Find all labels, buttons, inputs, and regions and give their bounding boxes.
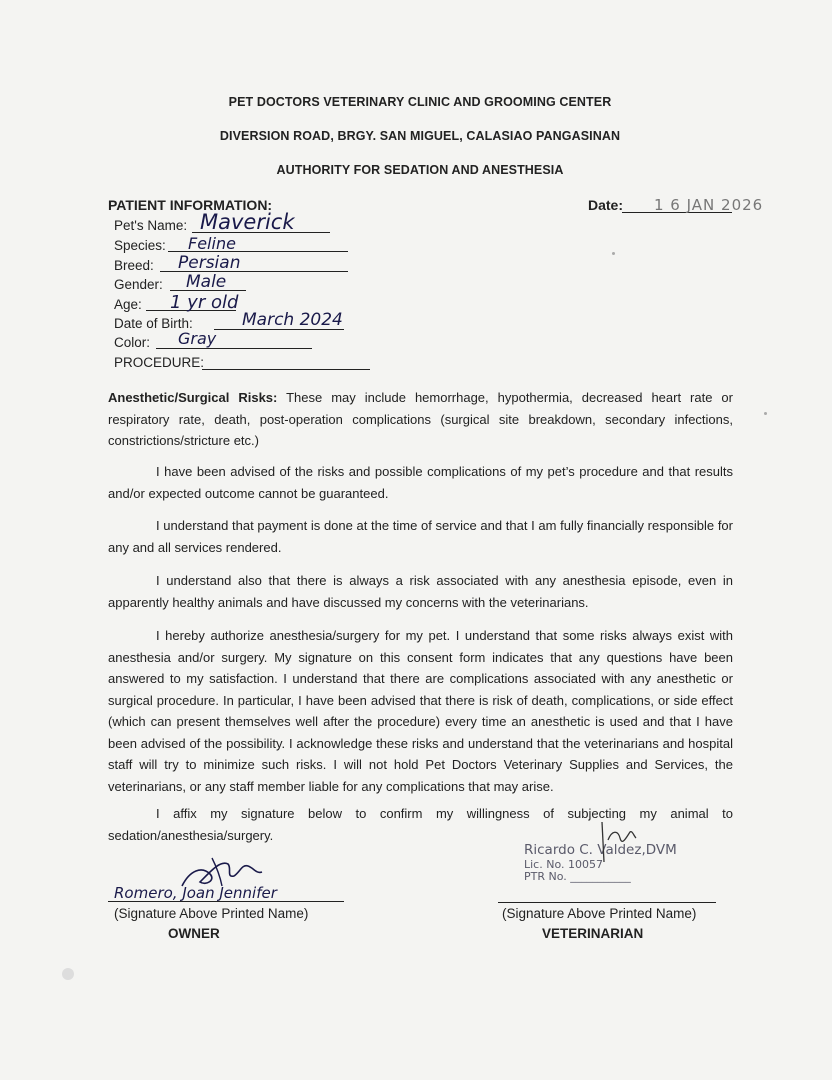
scan-speck: [612, 252, 615, 255]
pet-name-label: Pet's Name:: [114, 218, 188, 233]
species-value: Feline: [188, 234, 236, 253]
procedure-label: PROCEDURE:: [114, 355, 205, 370]
vet-stamp-ptr: PTR No. ___________: [524, 870, 631, 883]
vet-stamp-name: Ricardo C. Valdez,DVM: [524, 842, 677, 858]
vet-role: VETERINARIAN: [542, 926, 644, 941]
age-label: Age:: [114, 297, 142, 312]
gender-value: Male: [186, 272, 227, 292]
species-label: Species:: [114, 238, 166, 253]
form-title: AUTHORITY FOR SEDATION AND ANESTHESIA: [276, 163, 564, 177]
scan-speck: [764, 412, 767, 415]
color-value: Gray: [178, 329, 217, 348]
paragraph-4: I hereby authorize anesthesia/surgery for my pet. I understand that some risks always exist with anesthesia and/or surgery. My signature on this consent form indicates that any questions have been answered to my satisfaction. I understand that there are complications associated with any anesthetic or surgical procedure. In particular, I have been advised that there is risk of death, complications, or side effect (which can present themselves well after the procedure) every time an anesthetic is used and that I have been advised of the possibility. I acknowledge these risks and understand that the veterinarians and hospital staff will try to minimize such risks. I will not hold Pet Doctors Veterinary Supplies and Services, the veterinarians, or any staff member liable for any complications that may arise.: [108, 628, 733, 794]
owner-role: OWNER: [168, 926, 220, 941]
gender-label: Gender:: [114, 277, 163, 292]
owner-caption: (Signature Above Printed Name): [114, 906, 309, 921]
patient-info-heading: PATIENT INFORMATION:: [108, 197, 273, 213]
breed-value: Persian: [178, 253, 241, 273]
risks-paragraph: [108, 387, 733, 452]
paragraph-5: I affix my signature below to confirm my willingness of subjecting my animal to sedation/anesthesia/surgery.: [108, 806, 733, 843]
paragraph-2: I understand that payment is done at the time of service and that I am fully financially responsible for any and all services rendered.: [108, 518, 733, 555]
date-stamp: 1 6 JAN 2026: [654, 196, 764, 214]
risks-heading: Anesthetic/Surgical Risks:: [108, 390, 278, 405]
clinic-name: PET DOCTORS VETERINARY CLINIC AND GROOMING CENTER: [228, 95, 612, 109]
risks-text: These may include hemorrhage, hypothermia, decreased heart rate or respiratory rate, death, post-operation complications (surgical site breakdown, secondary infections, constrictions/stricture etc.): [108, 390, 733, 448]
owner-signature-line: [108, 901, 344, 902]
scan-speck: [62, 968, 74, 980]
age-value: 1 yr old: [170, 292, 239, 313]
color-label: Color:: [114, 335, 151, 350]
color-line: [156, 348, 312, 349]
dob-label: Date of Birth:: [114, 316, 193, 331]
vet-signature-icon: [592, 818, 642, 866]
vet-stamp-license: Lic. No. 10057: [524, 858, 603, 871]
paragraph-1: I have been advised of the risks and possible complications of my pet’s procedure and that results and/or expected outcome cannot be guaranteed.: [108, 464, 733, 501]
date-label: Date:: [588, 197, 624, 213]
paragraph-3: I understand also that there is always a risk associated with any anesthesia episode, even in apparently healthy animals and have discussed my concerns with the veterinarians.: [108, 573, 733, 610]
breed-label: Breed:: [114, 258, 154, 273]
vet-caption: (Signature Above Printed Name): [502, 906, 697, 921]
vet-signature-line: [498, 902, 716, 903]
dob-value: March 2024: [242, 310, 343, 330]
clinic-address: DIVERSION ROAD, BRGY. SAN MIGUEL, CALASIAO PANGASINAN: [219, 129, 621, 143]
procedure-line: [202, 369, 370, 370]
pet-name-value: Maverick: [200, 210, 295, 234]
owner-printed-name: Romero, Joan Jennifer: [114, 884, 277, 902]
